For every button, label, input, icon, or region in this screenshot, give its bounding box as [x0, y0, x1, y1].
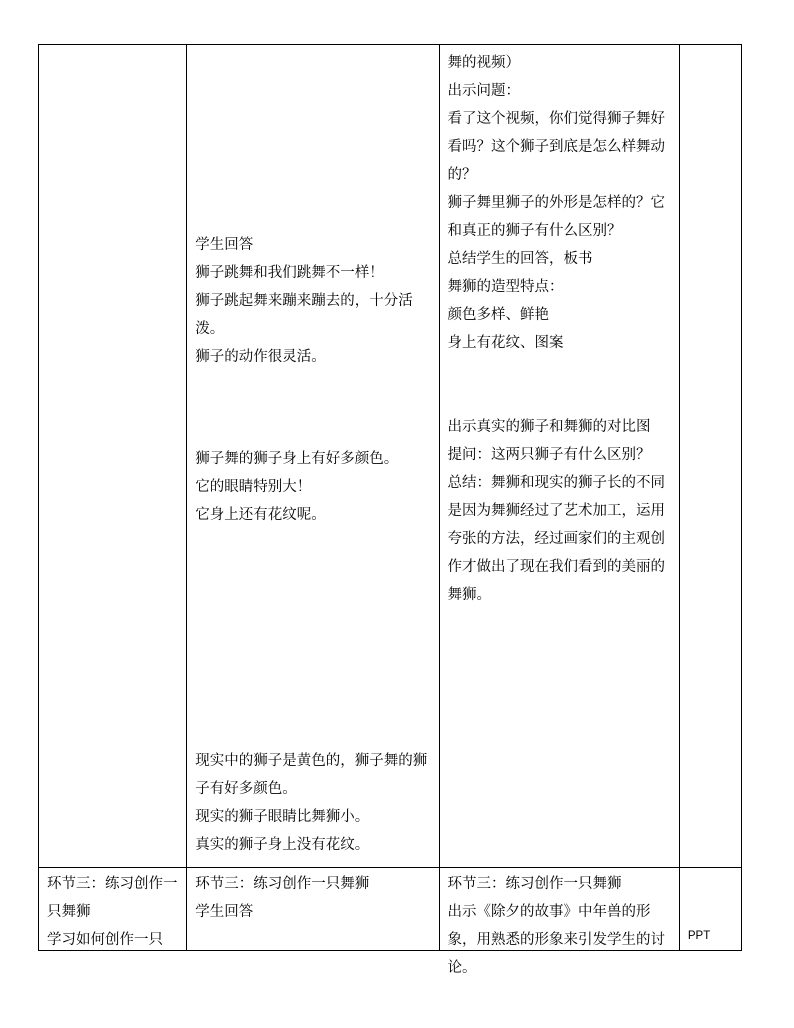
- teacher-activity-cell: [439, 868, 679, 976]
- text-line: 出示真实的狮子和舞狮的对比图: [447, 419, 651, 435]
- student-answer-block-3: [195, 747, 432, 859]
- text-line: 总结学生的回答，板书: [447, 251, 593, 267]
- teacher-block-1: [448, 49, 673, 357]
- objective-cell: [39, 45, 187, 868]
- text-line: 学生回答: [195, 237, 254, 253]
- text-line: 舞的视频）: [447, 55, 521, 71]
- table-row: [39, 868, 742, 951]
- resource-cell: [679, 868, 741, 951]
- lesson-plan-table: [38, 44, 742, 976]
- text-line: 舞狮的造型特点：: [447, 279, 564, 295]
- student-answer-block-2: [195, 445, 432, 529]
- text-line: 颜色多样、鲜艳: [447, 307, 550, 323]
- teacher-block-2: [448, 413, 673, 609]
- objective-text: [47, 870, 180, 954]
- student-text: [195, 870, 432, 926]
- objective-cell: [39, 868, 187, 951]
- text-line: 看了这个视频，你们觉得狮子舞好看吗？这个狮子到底是怎么样舞动的？: [447, 111, 666, 183]
- text-line: 环节三：练习创作一只舞狮: [195, 876, 370, 892]
- text-line: 出示《除夕的故事》中年兽的形象，用熟悉的形象来引发学生的讨论。: [447, 904, 666, 976]
- teacher-activity-cell: [439, 45, 679, 868]
- text-line: 狮子跳舞和我们跳舞不一样！: [195, 265, 384, 281]
- student-activity-cell: [187, 868, 439, 951]
- text-line: 真实的狮子身上没有花纹。: [195, 837, 370, 853]
- text-line: 狮子跳起舞来蹦来蹦去的，十分活泼。: [195, 293, 413, 337]
- resource-cell: [679, 45, 741, 868]
- text-line: 狮子舞的狮子身上有好多颜色。: [195, 451, 399, 467]
- table-row: [39, 45, 742, 868]
- text-line: 狮子的动作很灵活。: [195, 349, 326, 365]
- teacher-text: [448, 870, 673, 982]
- student-answer-block-1: [195, 231, 432, 371]
- text-line: 它身上还有花纹呢。: [195, 507, 326, 523]
- text-line: 学习如何创作一只: [47, 932, 163, 948]
- text-line: 狮子舞里狮子的外形是怎样的？它和真正的狮子有什么区别？: [447, 195, 666, 239]
- text-line: 总结：舞狮和现实的狮子长的不同是因为舞狮经过了艺术加工，运用夸张的方法，经过画家们的主观创作才做出了现在我们看到的美丽的舞狮。: [447, 475, 666, 603]
- text-line: 环节三：练习创作一只舞狮: [447, 876, 622, 892]
- text-line: 提问：这两只狮子有什么区别？: [447, 447, 651, 463]
- text-line: 学生回答: [195, 904, 254, 920]
- student-activity-cell: [187, 45, 439, 868]
- text-line: 身上有花纹、图案: [447, 335, 564, 351]
- text-line: 出示问题：: [447, 83, 521, 99]
- text-line: 现实的狮子眼睛比舞狮小。: [195, 809, 370, 825]
- text-line: 它的眼睛特别大！: [195, 479, 312, 495]
- text-line: 现实中的狮子是黄色的，狮子舞的狮子有好多颜色。: [195, 753, 428, 797]
- text-line: 环节三：练习创作一只舞狮: [47, 876, 178, 920]
- ppt-label: PPT: [687, 930, 711, 942]
